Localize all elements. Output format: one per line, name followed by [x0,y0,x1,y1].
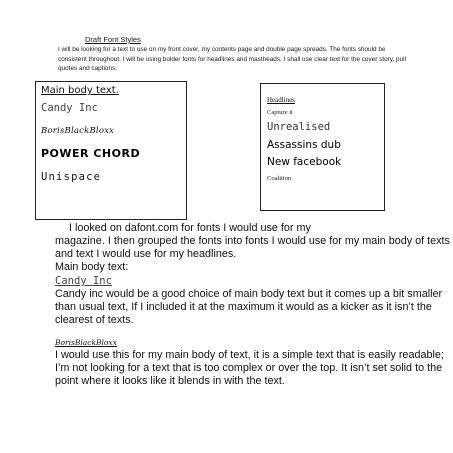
paragraph-candy-inc: Candy inc would be a good choice of main body text but it comes up a bit smaller than usual text, If I included it at the maximum it would as a kicker as it isn’t the clearest of texts. [55,288,443,326]
paragraph-dafont-body: magazine. I then grouped the fonts into fonts I would use for my main body of texts and text I would use for my headlines. [55,235,450,260]
body-fonts-heading: Main body text. [41,85,119,96]
sample-candy-inc-inline: Candy Inc [55,275,112,287]
font-sample-boris-black-bloxx: BorisBlackBloxx [41,126,115,136]
paragraph-dafont-first-line: I looked on dafont.com for fonts I would use for my [69,222,311,234]
page-title: Draft Font Styles [85,35,141,44]
font-sample-power-chord: POWER CHORD [41,147,141,160]
intro-paragraph: I will be looking for a text to use on my front cover, my contents page and double page spreads. The fonts should be consistent throughout. I will be using bolder fonts for headlines and mastheads. I shall use clear text for the cover story, pull quotes and captions. [58,46,407,73]
font-sample-unispace: Unispace [41,171,102,183]
font-sample-new-facebook: New facebook [267,156,342,168]
font-sample-unrealised: Unrealised [267,121,331,133]
main-body-text-label: Main body text: [55,261,129,273]
headline-fonts-box [260,83,385,211]
font-sample-capture-it: Capture it [267,109,293,116]
font-sample-coalition: Coalition [267,175,292,182]
headline-fonts-heading: Headlines [267,96,295,104]
sample-boris-inline: BorisBlackBloxx [55,338,117,347]
font-sample-candy-inc: Candy Inc [41,102,98,114]
font-sample-assassins-dub: Assassins dub [267,139,341,151]
paragraph-boris: I would use this for my main body of text, it is a simple text that is easily readable; I’m not looking for a text that is too complex or over the top. It isn’t set solid to the point where it looks like it blends in with the text. [55,349,444,387]
paragraph-dafont [55,222,450,274]
body-fonts-box [35,81,187,220]
